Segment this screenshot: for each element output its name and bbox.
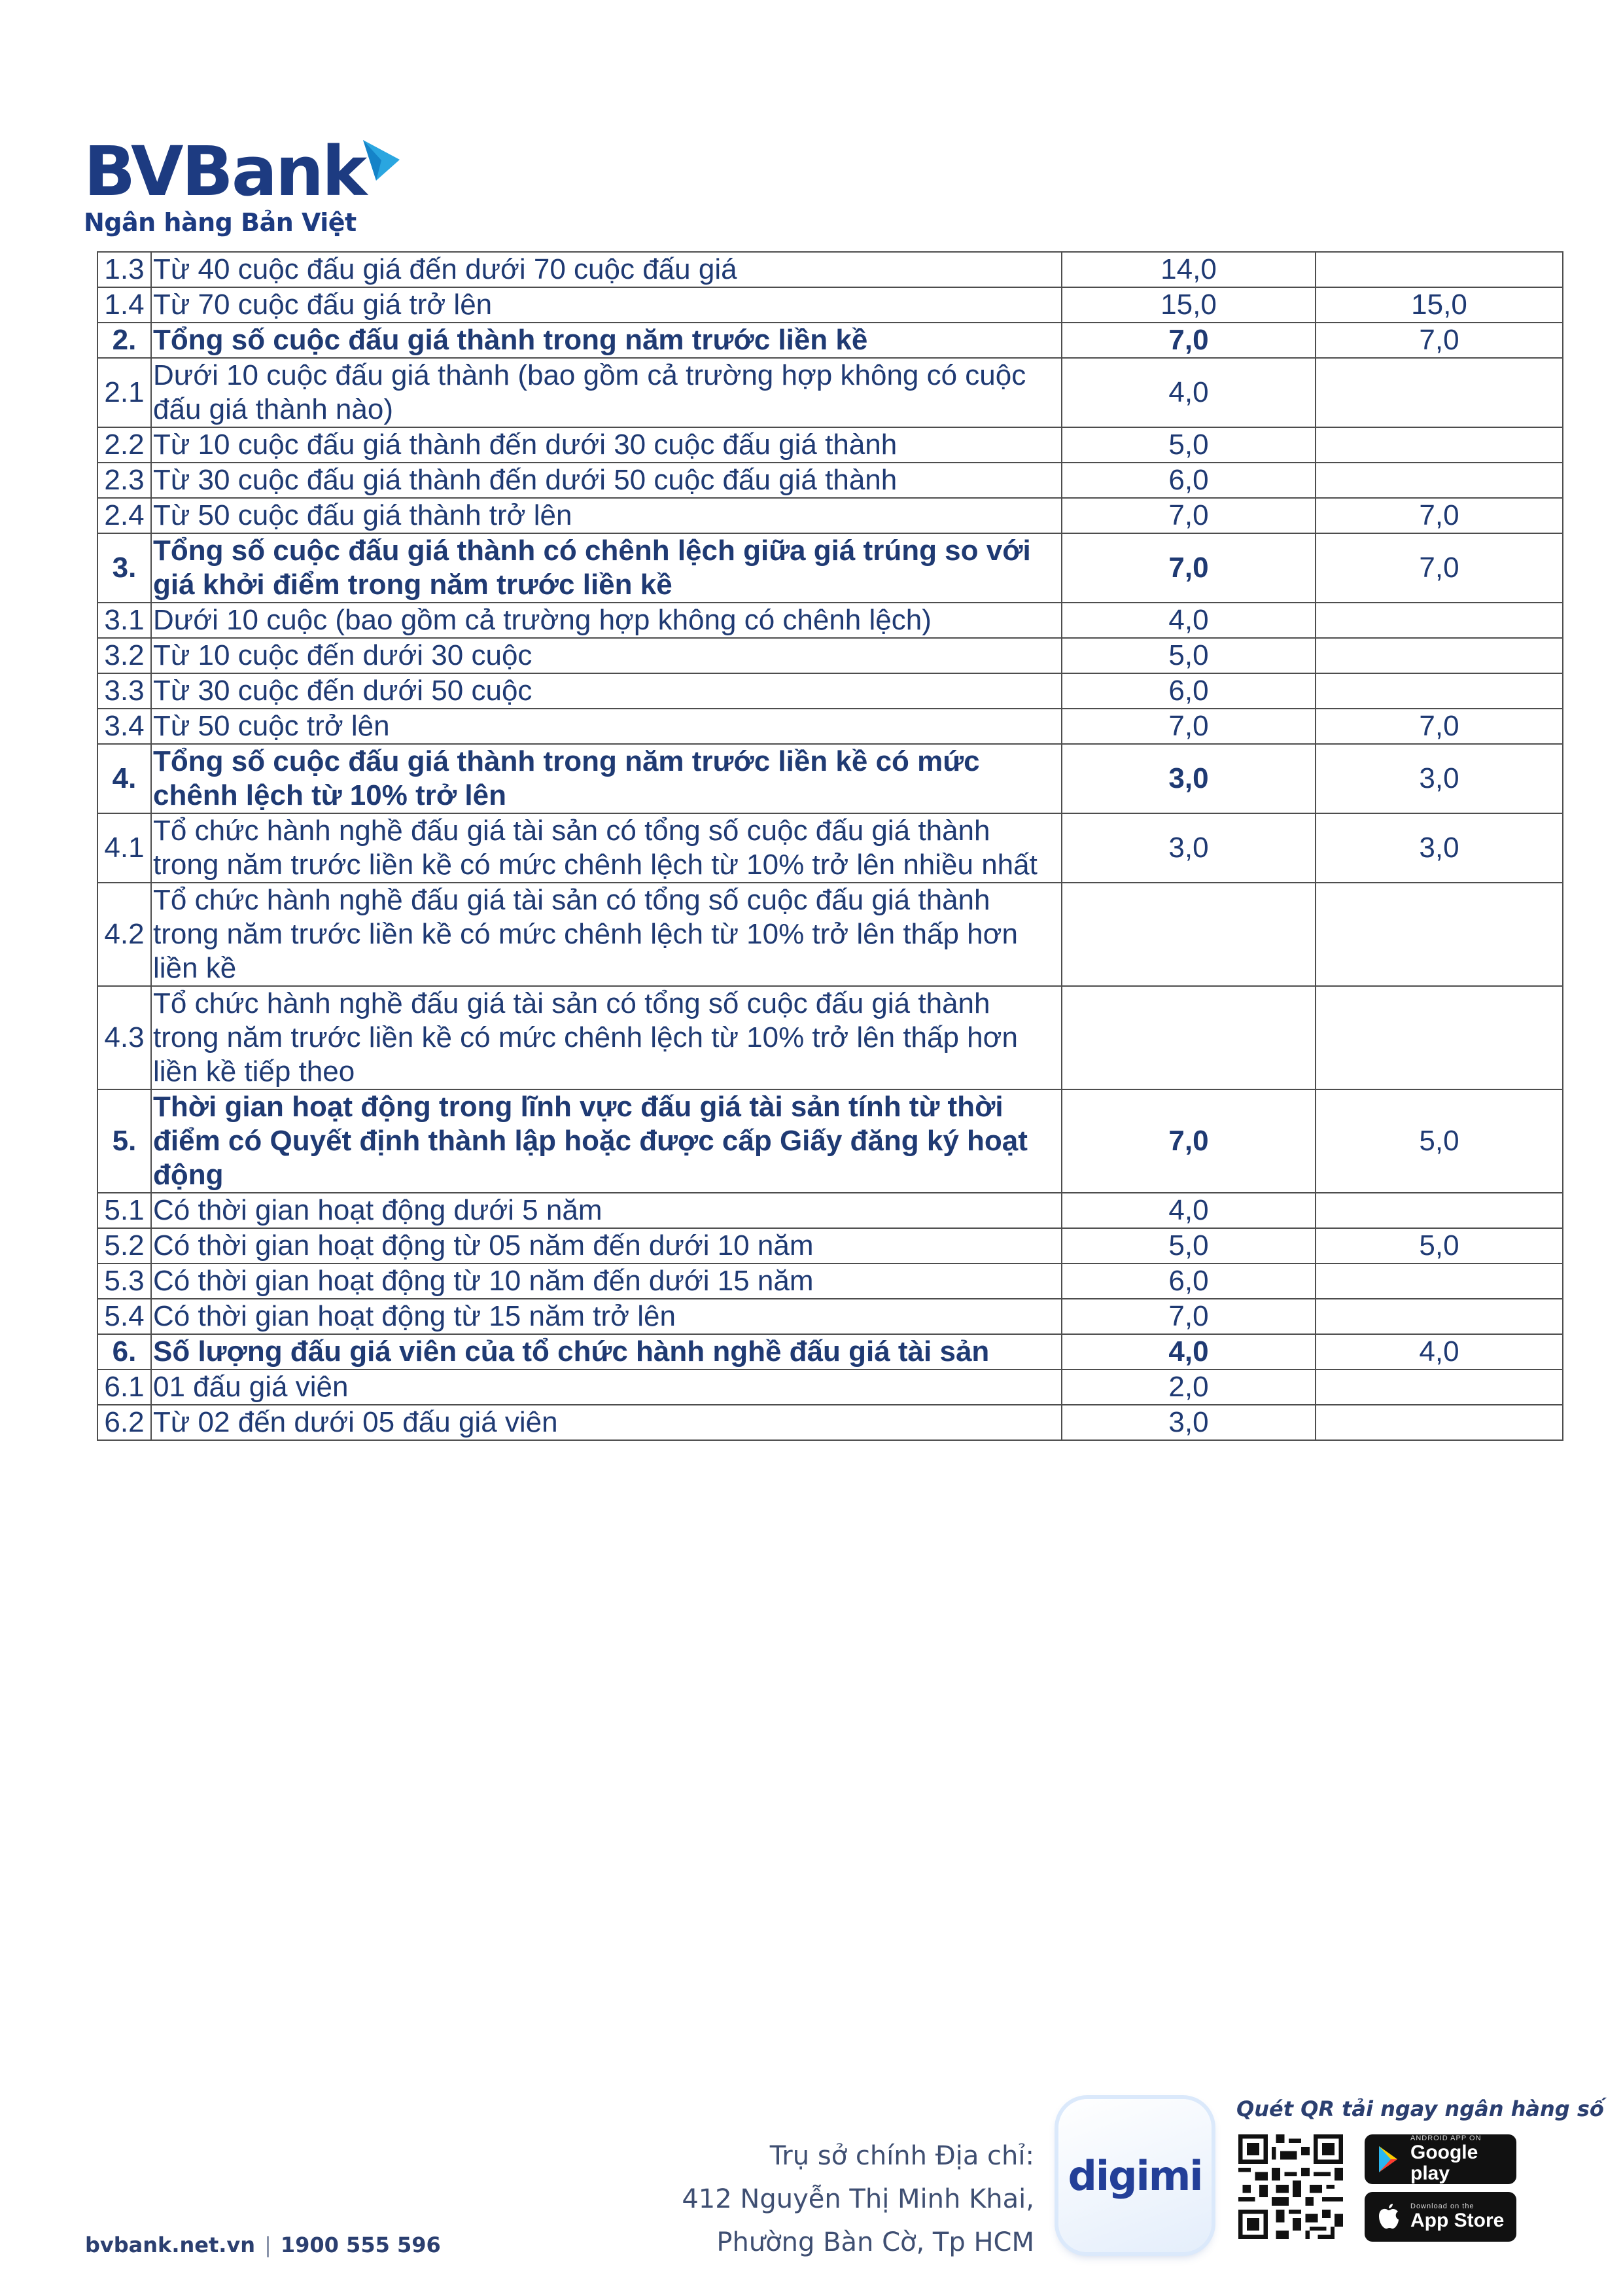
awarded-score [1316,603,1563,638]
digimi-app-icon[interactable] [1058,2099,1212,2252]
max-score: 3,0 [1062,744,1316,813]
table-row [97,1334,1563,1369]
criteria-table-body [97,252,1563,1440]
table-row [97,358,1563,427]
criterion-description: Tổng số cuộc đấu giá thành có chênh lệch giữa giá trúng so với giá khởi điểm trong năm trước liền kề [151,533,1062,603]
app-store-small-text: Download on the [1410,2202,1475,2210]
row-number: 1.4 [97,287,151,323]
row-number: 4.3 [97,986,151,1089]
logo-subtitle: Ngân hàng Bản Việt [84,208,357,237]
table-row [97,1193,1563,1228]
max-score: 3,0 [1062,1405,1316,1440]
row-number: 6.1 [97,1369,151,1405]
criterion-description: Từ 50 cuộc trở lên [151,709,1062,744]
table-row [97,533,1563,603]
awarded-score: 5,0 [1316,1089,1563,1193]
table-row [97,1263,1563,1299]
max-score: 4,0 [1062,603,1316,638]
max-score: 4,0 [1062,358,1316,427]
criterion-description: Có thời gian hoạt động từ 10 năm đến dưới 15 năm [151,1263,1062,1299]
row-number: 3. [97,533,151,603]
criterion-description: Tổ chức hành nghề đấu giá tài sản có tổng số cuộc đấu giá thành trong năm trước liền kề có mức chênh lệch từ 10% trở lên thấp hơn liền kề tiếp theo [151,986,1062,1089]
awarded-score: 7,0 [1316,709,1563,744]
row-number: 3.2 [97,638,151,673]
apple-icon [1371,2200,1405,2234]
max-score: 15,0 [1062,287,1316,323]
row-number: 3.1 [97,603,151,638]
criterion-description: Dưới 10 cuộc đấu giá thành (bao gồm cả trường hợp không có cuộc đấu giá thành nào) [151,358,1062,427]
awarded-score [1316,1299,1563,1334]
criterion-description: Tổng số cuộc đấu giá thành trong năm trước liền kề [151,323,1062,358]
address-line-2: Phường Bàn Cờ, Tp HCM [716,2227,1034,2257]
row-number: 2.1 [97,358,151,427]
row-number: 4.1 [97,813,151,883]
max-score: 3,0 [1062,813,1316,883]
table-row [97,1369,1563,1405]
criterion-description: Từ 02 đến dưới 05 đấu giá viên [151,1405,1062,1440]
table-row [97,287,1563,323]
awarded-score [1316,986,1563,1089]
google-play-icon [1371,2142,1405,2176]
max-score: 5,0 [1062,427,1316,463]
criterion-description: Tổng số cuộc đấu giá thành trong năm trước liền kề có mức chênh lệch từ 10% trở lên [151,744,1062,813]
table-row [97,427,1563,463]
logo-wordmark: BVBank [84,132,366,211]
table-row [97,986,1563,1089]
max-score [1062,883,1316,986]
table-row [97,1228,1563,1263]
table-row [97,709,1563,744]
row-number: 4.2 [97,883,151,986]
table-row [97,603,1563,638]
table-row [97,498,1563,533]
bvbank-logo [84,132,366,237]
row-number: 6. [97,1334,151,1369]
row-number: 5.2 [97,1228,151,1263]
criterion-description: Từ 50 cuộc đấu giá thành trở lên [151,498,1062,533]
footer-contact [85,2233,441,2257]
table-row [97,1089,1563,1193]
table-row [97,323,1563,358]
row-number: 2.2 [97,427,151,463]
criteria-table [97,251,1563,1441]
hotline-link[interactable]: 1900 555 596 [280,2233,441,2257]
table-row [97,883,1563,986]
footer-separator: | [264,2233,271,2257]
max-score: 4,0 [1062,1193,1316,1228]
criterion-description: Từ 70 cuộc đấu giá trở lên [151,287,1062,323]
google-play-label: Google play [1410,2142,1478,2184]
criterion-description: Từ 10 cuộc đến dưới 30 cuộc [151,638,1062,673]
awarded-score [1316,463,1563,498]
criterion-description: Thời gian hoạt động trong lĩnh vực đấu giá tài sản tính từ thời điểm có Quyết định thành lập hoặc được cấp Giấy đăng ký hoạt động [151,1089,1062,1193]
awarded-score: 3,0 [1316,744,1563,813]
criterion-description: Từ 40 cuộc đấu giá đến dưới 70 cuộc đấu giá [151,252,1062,287]
awarded-score: 7,0 [1316,498,1563,533]
table-row [97,1405,1563,1440]
logo-triangle-icon [362,140,401,181]
awarded-score [1316,673,1563,709]
awarded-score [1316,1405,1563,1440]
table-row [97,673,1563,709]
max-score: 7,0 [1062,498,1316,533]
row-number: 2.4 [97,498,151,533]
criterion-description: Tổ chức hành nghề đấu giá tài sản có tổng số cuộc đấu giá thành trong năm trước liền kề có mức chênh lệch từ 10% trở lên nhiều nhất [151,813,1062,883]
max-score: 2,0 [1062,1369,1316,1405]
criterion-description: Từ 30 cuộc đến dưới 50 cuộc [151,673,1062,709]
row-number: 5.3 [97,1263,151,1299]
awarded-score [1316,252,1563,287]
awarded-score [1316,358,1563,427]
criterion-description: Dưới 10 cuộc (bao gồm cả trường hợp không có chênh lệch) [151,603,1062,638]
max-score: 6,0 [1062,1263,1316,1299]
max-score: 5,0 [1062,1228,1316,1263]
row-number: 2.3 [97,463,151,498]
table-row [97,638,1563,673]
awarded-score: 4,0 [1316,1334,1563,1369]
awarded-score: 7,0 [1316,323,1563,358]
max-score: 4,0 [1062,1334,1316,1369]
table-row [97,813,1563,883]
max-score: 7,0 [1062,709,1316,744]
criterion-description: Có thời gian hoạt động từ 15 năm trở lên [151,1299,1062,1334]
max-score [1062,986,1316,1089]
awarded-score [1316,1263,1563,1299]
row-number: 3.4 [97,709,151,744]
awarded-score: 3,0 [1316,813,1563,883]
row-number: 5.1 [97,1193,151,1228]
criterion-description: Tổ chức hành nghề đấu giá tài sản có tổng số cuộc đấu giá thành trong năm trước liền kề có mức chênh lệch từ 10% trở lên thấp hơn liền kề [151,883,1062,986]
criterion-description: Có thời gian hoạt động dưới 5 năm [151,1193,1062,1228]
awarded-score [1316,638,1563,673]
table-row [97,463,1563,498]
row-number: 4. [97,744,151,813]
awarded-score [1316,427,1563,463]
qr-code-icon[interactable] [1238,2134,1343,2239]
criterion-description: Từ 30 cuộc đấu giá thành đến dưới 50 cuộc đấu giá thành [151,463,1062,498]
awarded-score: 15,0 [1316,287,1563,323]
row-number: 5.4 [97,1299,151,1334]
head-office-address [682,2134,1034,2264]
table-row [97,1299,1563,1334]
row-number: 2. [97,323,151,358]
max-score: 7,0 [1062,1089,1316,1193]
website-link[interactable]: bvbank.net.vn [85,2233,256,2257]
criterion-description: Từ 10 cuộc đấu giá thành đến dưới 30 cuộc đấu giá thành [151,427,1062,463]
awarded-score: 7,0 [1316,533,1563,603]
qr-caption: Quét QR tải ngay ngân hàng số [1236,2096,1604,2121]
awarded-score [1316,1193,1563,1228]
max-score: 7,0 [1062,323,1316,358]
google-play-small-text: ANDROID APP ON [1410,2134,1482,2142]
table-row [97,744,1563,813]
google-play-button[interactable] [1365,2134,1516,2184]
max-score: 5,0 [1062,638,1316,673]
max-score: 6,0 [1062,463,1316,498]
address-line-1: 412 Nguyễn Thị Minh Khai, [682,2184,1034,2214]
max-score: 6,0 [1062,673,1316,709]
criterion-description: Số lượng đấu giá viên của tổ chức hành nghề đấu giá tài sản [151,1334,1062,1369]
row-number: 1.3 [97,252,151,287]
criterion-description: 01 đấu giá viên [151,1369,1062,1405]
awarded-score [1316,1369,1563,1405]
awarded-score [1316,883,1563,986]
awarded-score: 5,0 [1316,1228,1563,1263]
max-score: 7,0 [1062,1299,1316,1334]
max-score: 7,0 [1062,533,1316,603]
row-number: 6.2 [97,1405,151,1440]
criterion-description: Có thời gian hoạt động từ 05 năm đến dưới 10 năm [151,1228,1062,1263]
row-number: 3.3 [97,673,151,709]
app-store-button[interactable] [1365,2192,1516,2242]
table-row [97,252,1563,287]
digimi-logo-text: digimi [1068,2151,1202,2200]
app-store-label: App Store [1410,2210,1505,2231]
address-label: Trụ sở chính Địa chỉ: [769,2141,1034,2171]
row-number: 5. [97,1089,151,1193]
max-score: 14,0 [1062,252,1316,287]
